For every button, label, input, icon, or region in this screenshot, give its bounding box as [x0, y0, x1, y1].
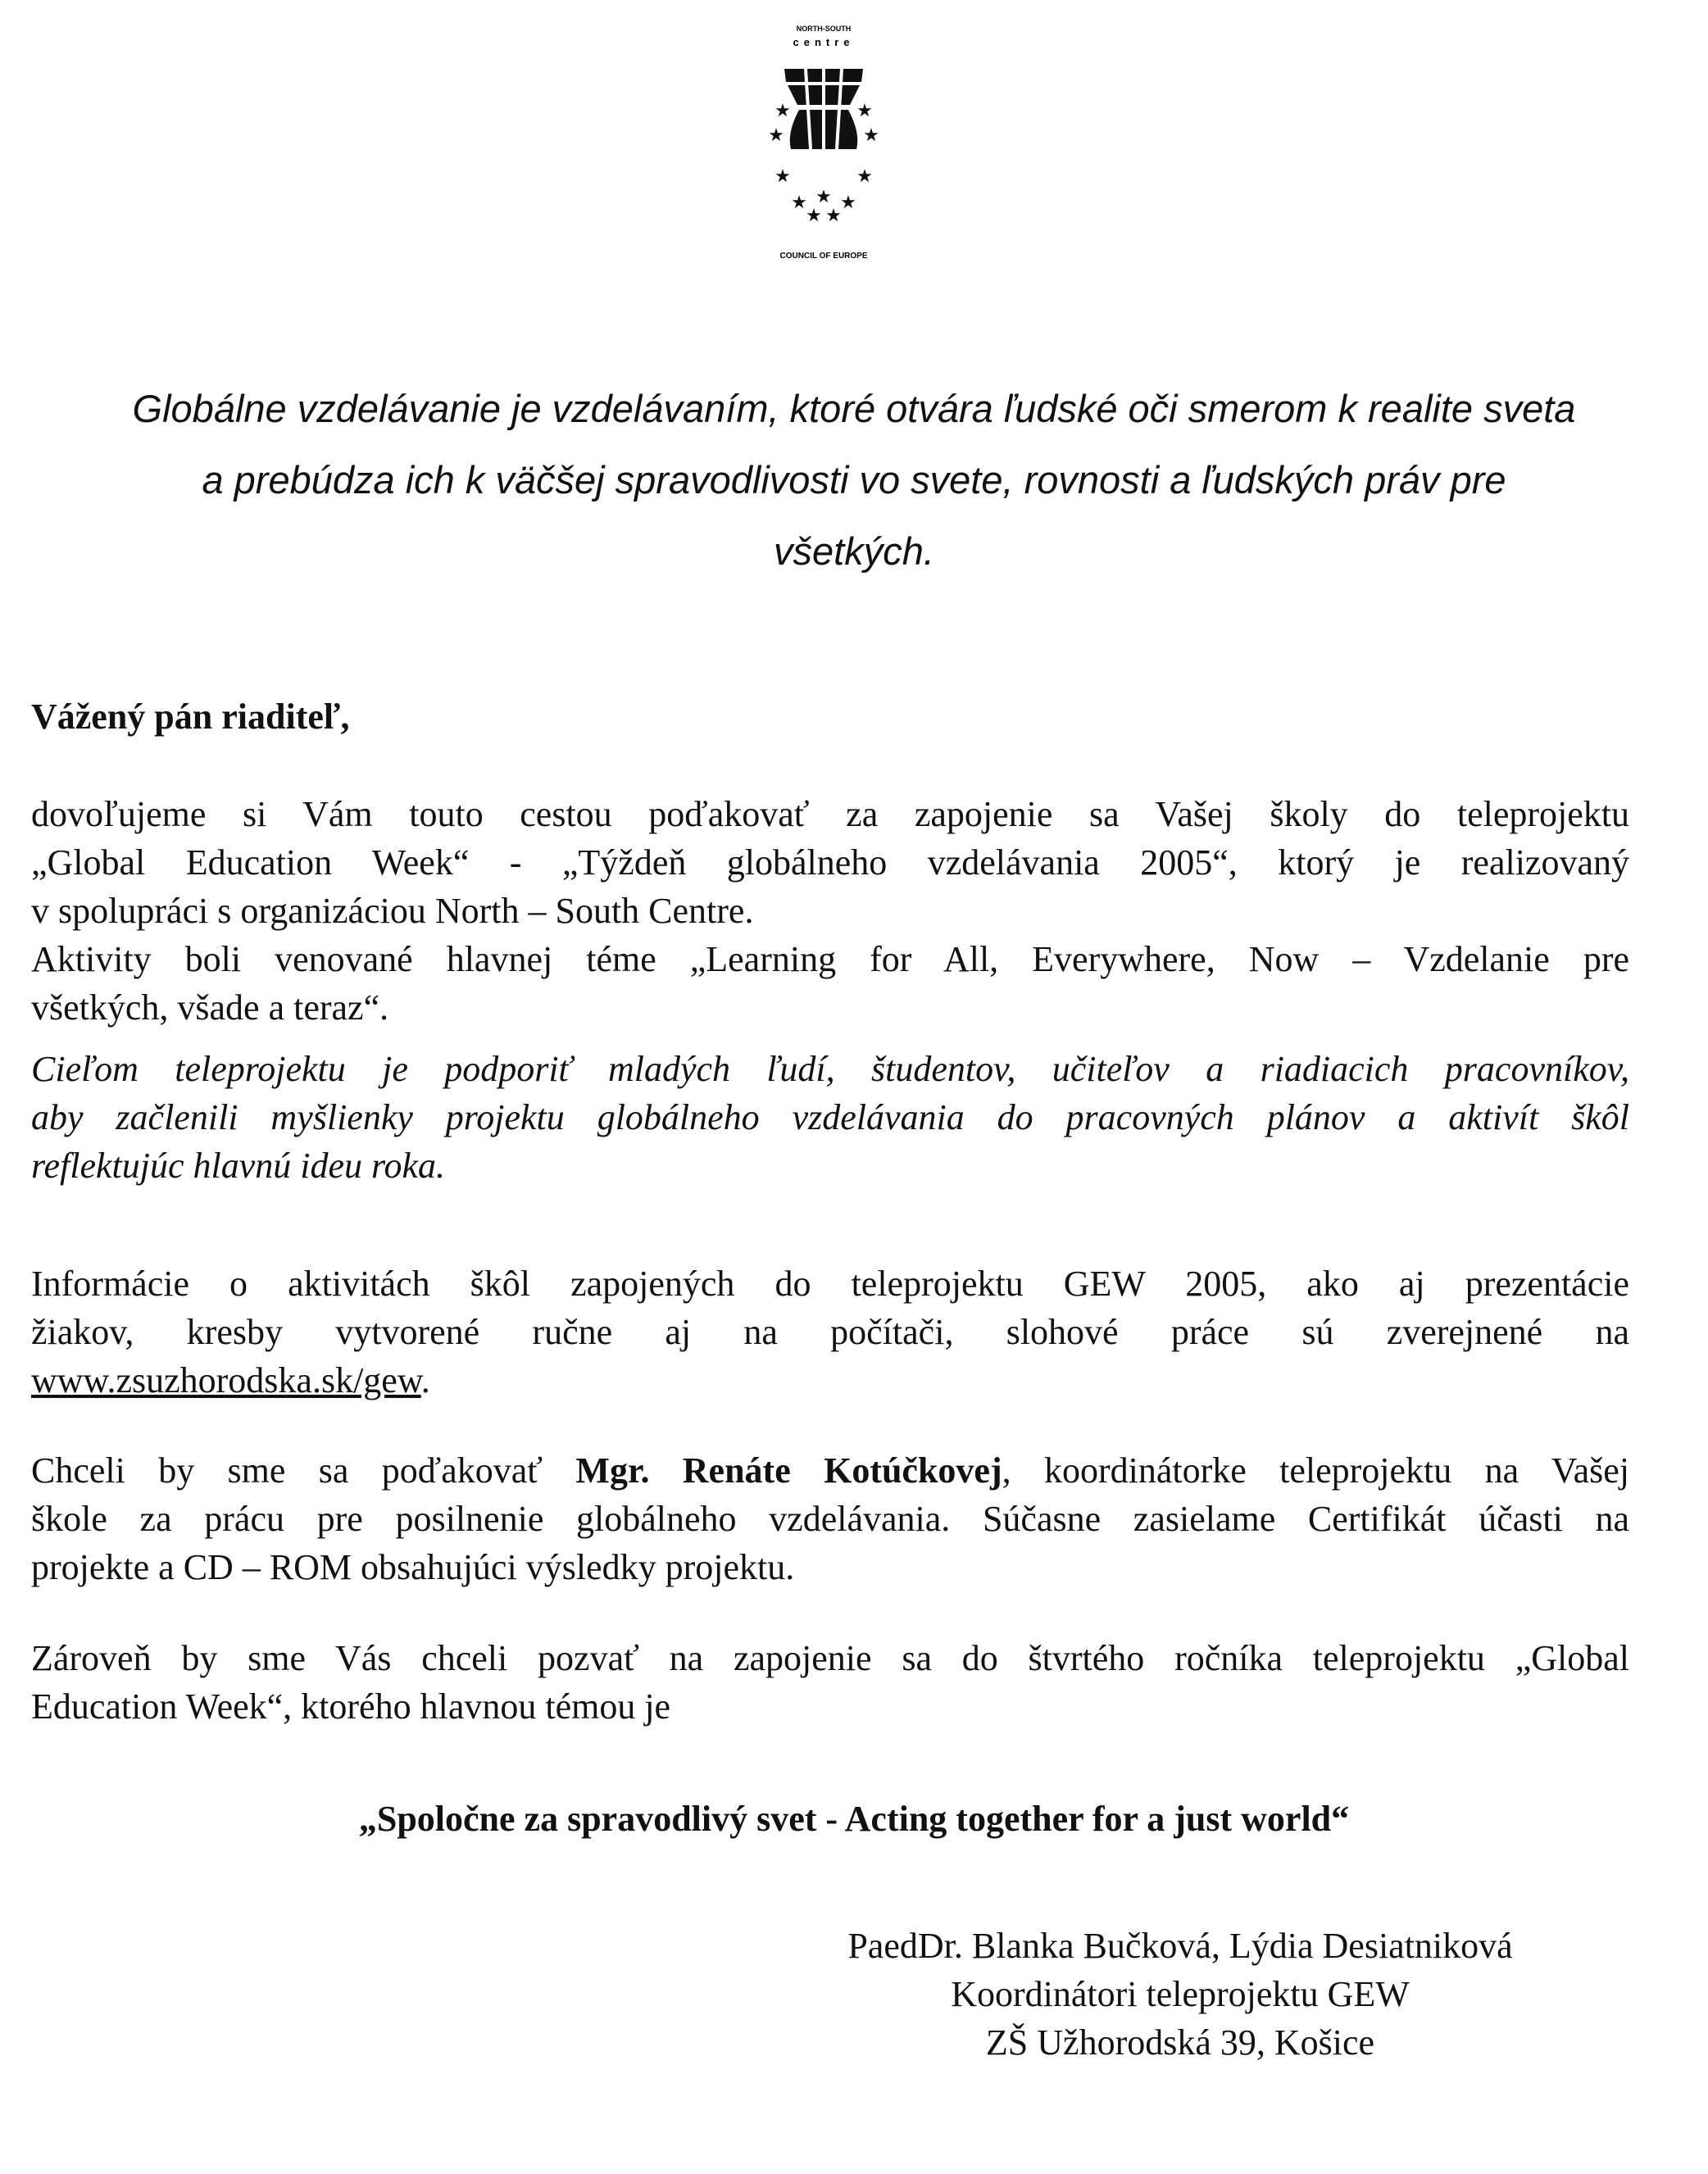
motto	[25, 373, 1683, 587]
paragraph-line: dovoľujeme si Vám touto cestou poďakovať za zapojenie sa Vašej školy do teleprojektu	[31, 794, 1629, 834]
motto-line: všetkých.	[774, 529, 934, 573]
theme-slogan: „Spoločne za spravodlivý svet - Acting together for a just world“	[358, 1799, 1350, 1839]
paragraph-goal	[31, 1045, 1629, 1190]
logo-top-text-2: centre	[793, 36, 855, 48]
paragraph-thanks	[31, 790, 1629, 1032]
paragraph-line: aby začlenili myšlienky projektu globálneho vzdelávania do pracovných plánov a aktivít škôl	[31, 1097, 1629, 1137]
svg-text:★: ★	[856, 166, 873, 187]
paragraph-line: Informácie o aktivitách škôl zapojených do teleprojektu GEW 2005, ako aj prezentácie	[31, 1264, 1629, 1304]
signature-school: ZŠ Užhorodská 39, Košice	[985, 2022, 1375, 2063]
svg-text:★: ★	[791, 193, 807, 213]
paragraph-line	[31, 1356, 1629, 1405]
svg-text:★: ★	[775, 101, 791, 121]
paragraph-line: Aktivity boli venované hlavnej téme „Learning for All, Everywhere, Now – Vzdelanie pre	[31, 939, 1629, 979]
link-punctuation: .	[420, 1360, 430, 1400]
motto-line: Globálne vzdelávanie je vzdelávaním, ktoré otvára ľudské oči smerom k realite sveta	[132, 387, 1576, 430]
paragraph-invitation	[31, 1634, 1629, 1731]
paragraph-line: žiakov, kresby vytvorené ručne aj na počítači, slohové práce sú zverejnené na	[31, 1312, 1629, 1352]
svg-text:★: ★	[825, 206, 842, 226]
paragraph-line: Education Week“, ktorého hlavnou témou je	[31, 1686, 671, 1727]
coordinator-name: Mgr. Renáte Kotúčkovej	[575, 1450, 1002, 1491]
svg-text:★: ★	[806, 206, 822, 226]
text-fragment: Chceli by sme sa poďakovať	[31, 1450, 576, 1491]
north-south-centre-logo	[742, 18, 906, 264]
svg-text:★: ★	[775, 166, 791, 187]
logo-bottom-text: COUNCIL OF EUROPE	[779, 252, 868, 261]
paragraph-acknowledgement	[31, 1446, 1629, 1591]
svg-text:★: ★	[856, 101, 873, 121]
paragraph-line: Zároveň by sme Vás chceli pozvať na zapojenie sa do štvrtého ročníka teleprojektu „Global	[31, 1638, 1629, 1678]
paragraph-info	[31, 1259, 1629, 1405]
paragraph-line: reflektujúc hlavnú ideu roka.	[31, 1146, 446, 1186]
logo-top-text: NORTH-SOUTH	[796, 25, 852, 33]
paragraph-line	[31, 1446, 1629, 1495]
svg-text:★: ★	[768, 125, 784, 146]
paragraph-line: projekte a CD – ROM obsahujúci výsledky projektu.	[31, 1547, 795, 1587]
svg-text:★: ★	[840, 193, 856, 213]
paragraph-line: „Global Education Week“ - „Týždeň globálneho vzdelávania 2005“, ktorý je realizovaný	[31, 842, 1629, 883]
paragraph-line: všetkých, všade a teraz“.	[31, 987, 389, 1028]
paragraph-line: v spolupráci s organizáciou North – South Centre.	[31, 891, 754, 931]
website-link[interactable]: www.zsuzhorodska.sk/gew	[31, 1360, 421, 1400]
svg-text:★: ★	[863, 125, 879, 146]
motto-line: a prebúdza ich k väčšej spravodlivosti vo svete, rovnosti a ľudských práv pre	[202, 458, 1506, 502]
logo-icon	[742, 18, 906, 264]
paragraph-line: škole za prácu pre posilnenie globálneho vzdelávania. Súčasne zasielame Certifikát účasti na	[31, 1499, 1629, 1539]
signature-block	[738, 1922, 1623, 2067]
paragraph-line: Cieľom teleprojektu je podporiť mladých ľudí, študentov, učiteľov a riadiacich pracovníkov,	[31, 1049, 1629, 1089]
signature-names: PaedDr. Blanka Bučková, Lýdia Desiatniková	[847, 1926, 1513, 1966]
svg-text:★: ★	[815, 187, 832, 207]
signature-role: Koordinátori teleprojektu GEW	[951, 1974, 1410, 2014]
greeting: Vážený pán riaditeľ,	[31, 697, 350, 737]
text-fragment: , koordinátorke teleprojektu na Vašej	[1002, 1450, 1629, 1491]
